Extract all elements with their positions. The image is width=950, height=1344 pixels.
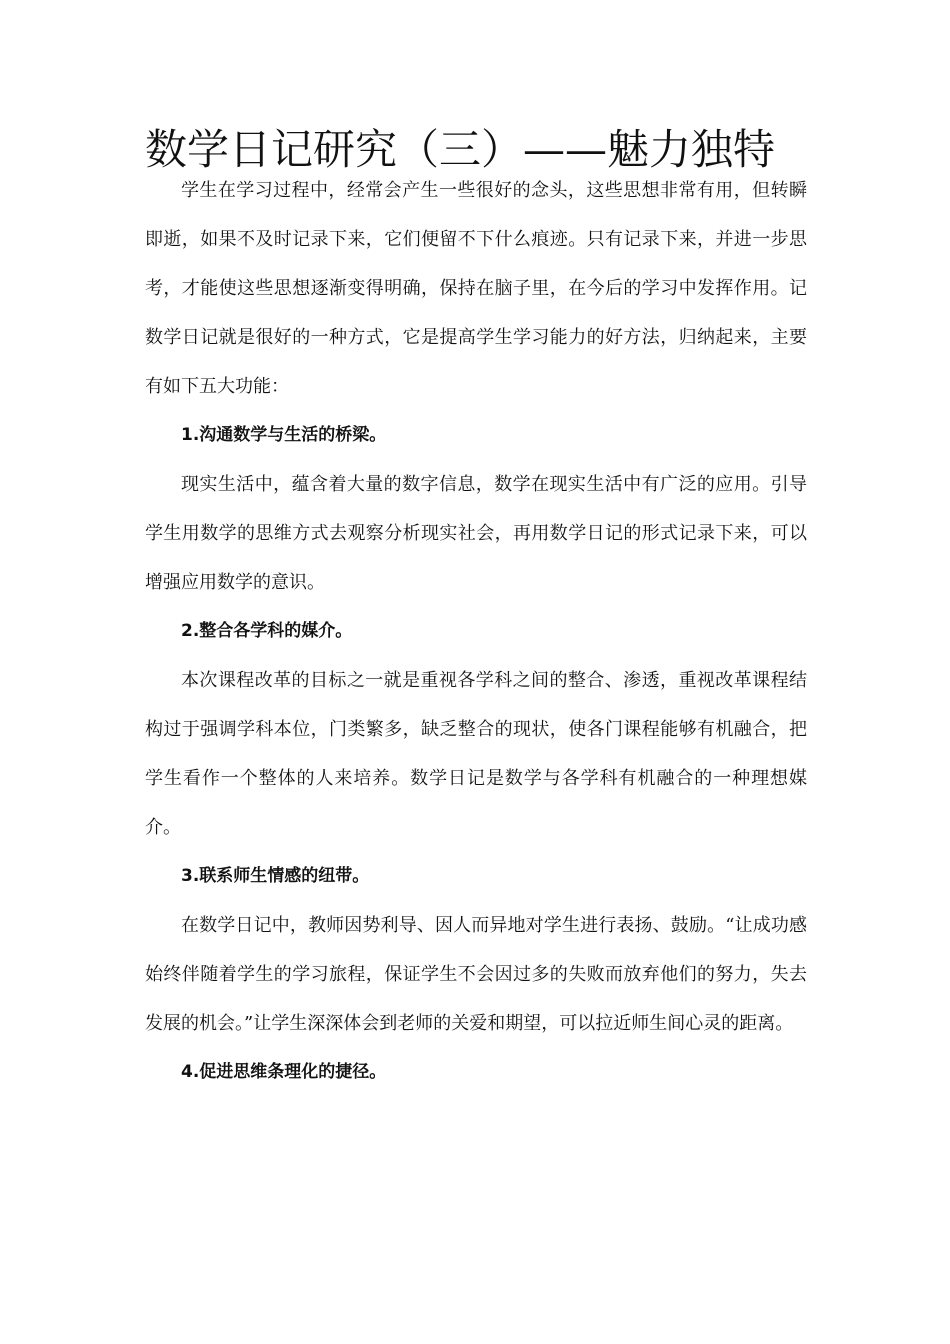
section-heading-4: 4.促进思维条理化的捷径。: [181, 1062, 387, 1082]
document-title: 数学日记研究（三）——魅力独特: [145, 125, 776, 174]
section-paragraph-3: 在数学日记中，教师因势利导、因人而异地对学生进行表扬、鼓励。“让成功感始终伴随着学生的学习旅程，保证学生不会因过多的失败而放弃他们的努力，失去发展的机会。”让学生深深体会到老师的关爱和期望，可以拉近师生间心灵的距离。: [145, 915, 807, 1034]
section-paragraph-1: 现实生活中，蕴含着大量的数字信息，数学在现实生活中有广泛的应用。引导学生用数学的思维方式去观察分析现实社会，再用数学日记的形式记录下来，可以增强应用数学的意识。: [145, 474, 807, 593]
section-paragraph-2: 本次课程改革的目标之一就是重视各学科之间的整合、渗透，重视改革课程结构过于强调学科本位，门类繁多，缺乏整合的现状，使各门课程能够有机融合，把学生看作一个整体的人来培养。数学日记是数学与各学科有机融合的一种理想媒介。: [145, 670, 807, 838]
document-body: [145, 166, 807, 1097]
section-heading-3: 3.联系师生情感的纽带。: [181, 866, 370, 886]
intro-paragraph: 学生在学习过程中，经常会产生一些很好的念头，这些思想非常有用，但转瞬即逝，如果不及时记录下来，它们便留不下什么痕迹。只有记录下来，并进一步思考，才能使这些思想逐渐变得明确，保持在脑子里，在今后的学习中发挥作用。记数学日记就是很好的一种方式，它是提高学生学习能力的好方法，归纳起来，主要有如下五大功能：: [145, 180, 807, 397]
section-heading-2: 2.整合各学科的媒介。: [181, 621, 353, 641]
section-heading-1: 1.沟通数学与生活的桥梁。: [181, 425, 387, 445]
